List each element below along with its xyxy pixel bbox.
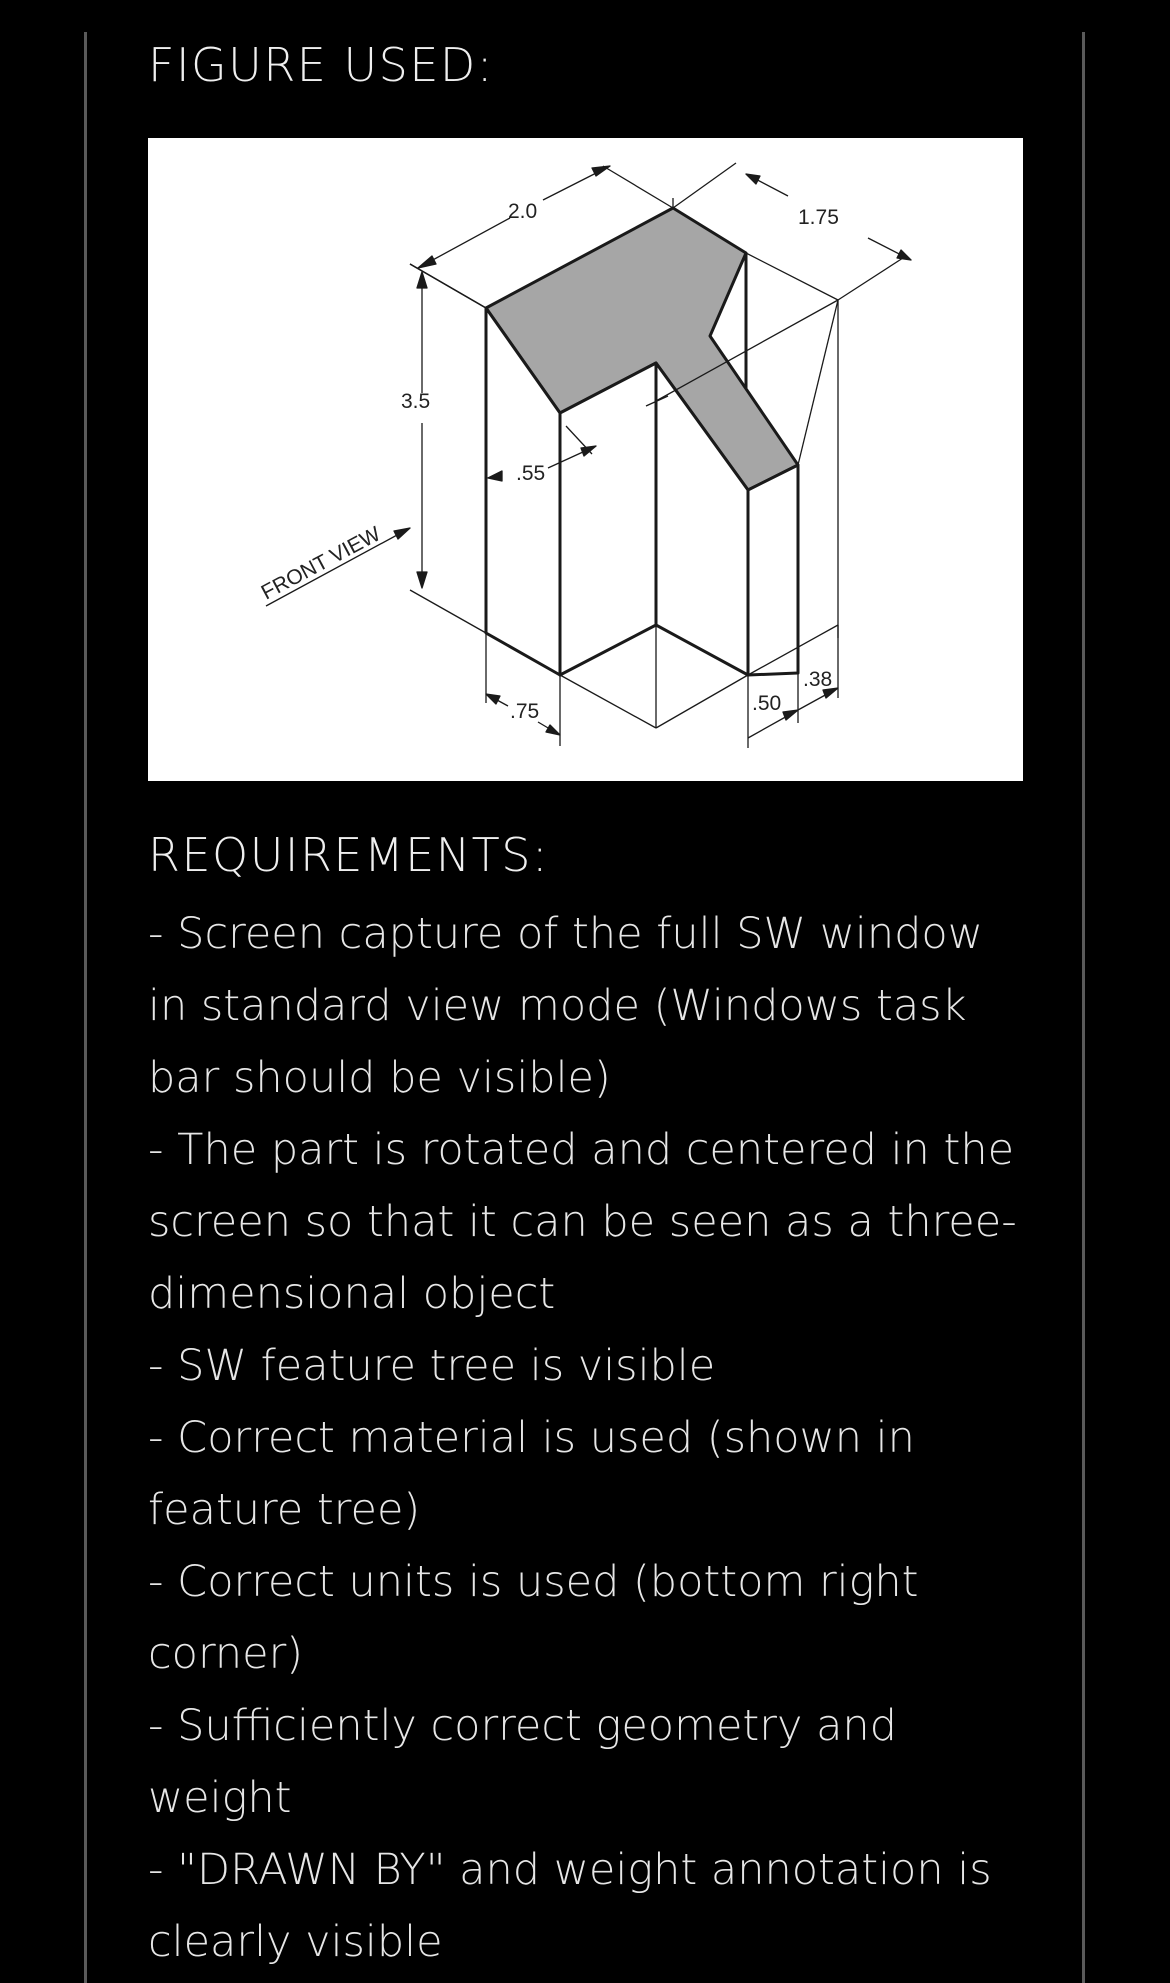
requirement-item: - Sufficiently correct geometry and weight [148,1701,897,1823]
requirement-item: - Correct material is used (shown in feature tree) [148,1413,915,1535]
dim-depth-label: 1.75 [798,206,839,229]
dim-left-thickness-label: .75 [510,700,540,723]
figure-image [148,138,1023,781]
dim-tab-label: .38 [803,668,833,691]
dim-height-label: 3.5 [401,390,431,413]
front-view-label: FRONT VIEW [257,522,385,605]
isometric-drawing [148,138,1023,781]
right-end-face [748,465,798,675]
left-divider-line [84,32,87,1983]
dim-slot-label: .55 [516,462,546,485]
requirements-list [148,898,1028,1978]
dim-width-label: 2.0 [508,200,538,223]
dim-right-thickness-label: .50 [752,692,782,715]
requirements-heading: REQUIREMENTS: [148,828,549,882]
right-divider-line [1082,32,1085,1983]
slot-inner-face [560,363,656,675]
requirement-item: - Screen capture of the full SW window in standard view mode (Windows task bar should be visible) [148,909,983,1103]
requirement-item: - SW feature tree is visible [148,1341,716,1391]
requirement-item: - "DRAWN BY" and weight annotation is clearly visible [148,1845,992,1967]
figure-heading: FIGURE USED: [148,38,494,92]
requirement-item: - Correct units is used (bottom right corner) [148,1557,919,1679]
requirement-item: - The part is rotated and centered in the screen so that it can be seen as a three-dimensional object [148,1125,1017,1319]
